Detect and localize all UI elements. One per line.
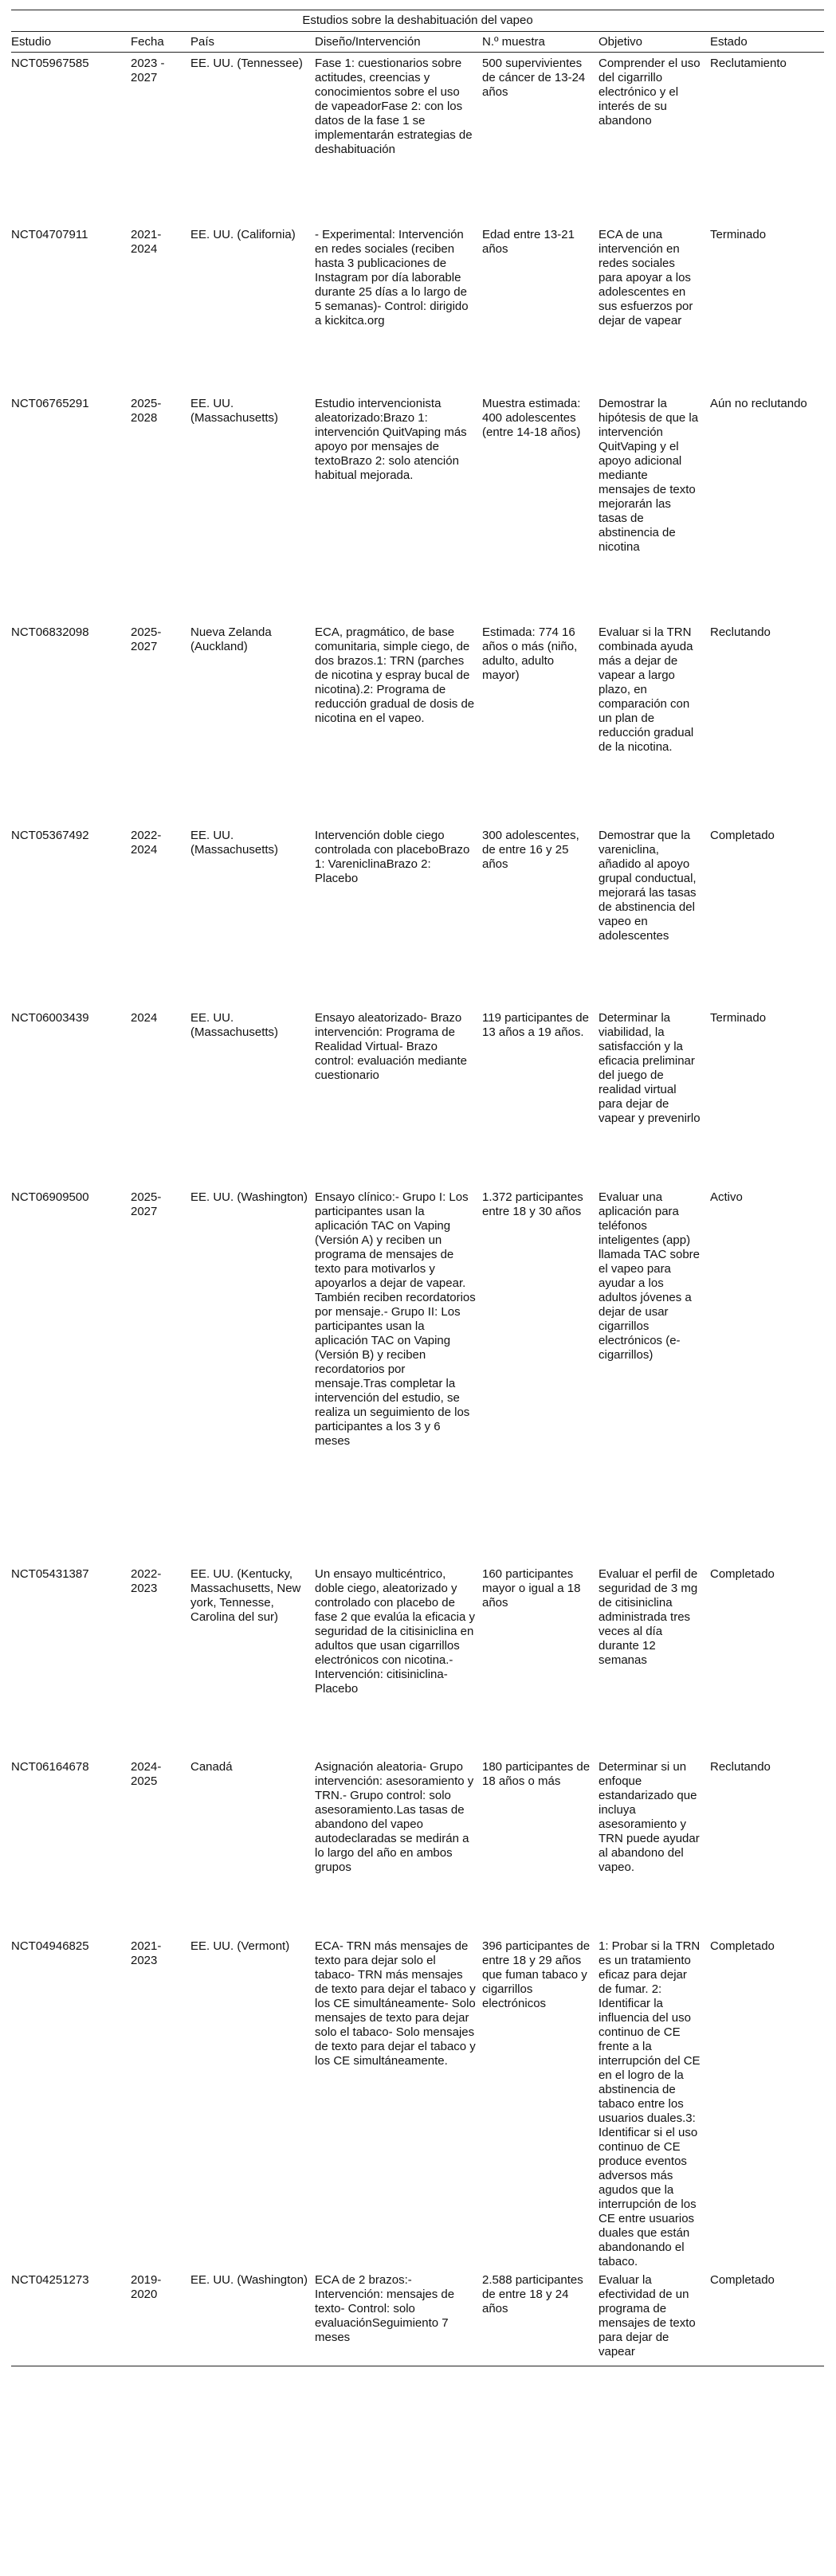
cell-muestra: 160 participantes mayor o igual a 18 años — [482, 1566, 581, 1610]
table-container — [11, 0, 824, 2366]
cell-muestra: Muestra estimada: 400 adolescentes (entre 14-18 años) — [482, 396, 581, 439]
cell-objetivo: Evaluar el perfil de seguridad de 3 mg de citisiniclina administrada tres veces al día durante 12 semanas — [599, 1566, 698, 1667]
cell-fecha: 2025-2028 — [131, 396, 162, 425]
cell-objetivo: Evaluar una aplicación para teléfonos inteligentes (app) llamada TAC sobre el vapeo para ayudar a los adultos jóvenes a dejar de usar cigarrillos electrónicos (e-cigarrillos) — [599, 1190, 701, 1362]
cell-muestra: 500 supervivientes de cáncer de 13-24 años — [482, 57, 586, 99]
header-estado: Estado — [710, 32, 824, 53]
cell-objetivo: Demostrar la hipótesis de que la intervención QuitVaping y el apoyo adicional mediante mensajes de texto mejorarán las tasas de abstinencia de nicotina — [599, 396, 699, 554]
cell-fecha: 2024 — [131, 1010, 158, 1025]
table-title: Estudios sobre la deshabituación del vapeo — [11, 10, 824, 32]
cell-muestra: 300 adolescentes, de entre 16 y 25 años — [482, 828, 579, 871]
header-objetivo: Objetivo — [599, 32, 710, 53]
cell-disenio: Ensayo aleatorizado- Brazo intervención: Programa de Realidad Virtual- Brazo control: evaluación mediante cuestionario — [315, 1010, 467, 1082]
cell-pais: EE. UU. (Washington) — [190, 2269, 315, 2366]
cell-estado: Completado — [710, 2269, 824, 2366]
cell-pais: EE. UU. (Massachusetts) — [190, 396, 279, 425]
header-row — [11, 32, 824, 53]
table-row — [11, 1007, 824, 1186]
cell-muestra: Estimada: 774 16 años o más (niño, adulto, adulto mayor) — [482, 625, 578, 682]
header-estudio: Estudio — [11, 32, 131, 53]
studies-table — [11, 32, 824, 2366]
header-disenio: Diseño/Intervención — [315, 32, 482, 53]
cell-fecha: 2019-2020 — [131, 2269, 190, 2366]
cell-disenio: Asignación aleatoria- Grupo intervención: asesoramiento y TRN.- Grupo control: solo asesoramiento.Las tasas de abandono del vapeo autodeclaradas se medirán a lo largo del año en ambos grupos — [315, 1759, 474, 1874]
table-row — [11, 1563, 824, 1756]
cell-disenio: - Experimental: Intervención en redes sociales (reciben hasta 3 publicaciones de Instagram por día laborable durante 25 días a lo largo de 5 semanas)- Control: dirigido a kickitca.org — [315, 227, 469, 327]
cell-objetivo: Determinar si un enfoque estandarizado que incluya asesoramiento y TRN puede ayudar al abandono del vapeo. — [599, 1759, 700, 1874]
cell-pais: EE. UU. (Kentucky, Massachusetts, New york, Tennesse, Carolina del sur) — [190, 1566, 301, 1624]
cell-disenio: ECA- TRN más mensajes de texto para dejar solo el tabaco- TRN más mensajes de texto para dejar el tabaco y los CE simultáneamente- Solo mensajes de texto para dejar solo el tabaco- Solo mensajes de texto para dejar el tabaco y los CE simultáneamente. — [315, 1939, 476, 2068]
cell-estudio: NCT06164678 — [11, 1759, 89, 1774]
table-row — [11, 2269, 824, 2366]
cell-estudio: NCT06003439 — [11, 1010, 89, 1025]
cell-estudio: NCT05967585 — [11, 57, 89, 70]
cell-muestra: 396 participantes de entre 18 y 29 años que fuman tabaco y cigarrillos electrónicos — [482, 1939, 591, 2010]
cell-fecha: 2025-2027 — [131, 625, 162, 653]
table-row — [11, 1756, 824, 1935]
cell-objetivo: Demostrar que la vareniclina, añadido al apoyo grupal conductual, mejorará las tasas de abstinencia del vapeo en adolescentes — [599, 828, 697, 943]
cell-objetivo: 1: Probar si la TRN es un tratamiento eficaz para dejar de fumar. 2: Identificar la influencia del uso continuo de CE frente a la interrupción del CE en el logro de la abstinencia de tabaco entre los usuarios duales.3: Identificar si el uso continuo de CE produce eventos adversos más agudos que la interrupción de los CE entre usuarios duales que están abandonando el tabaco. — [599, 1939, 701, 2268]
cell-estado: Completado — [710, 1939, 775, 1953]
cell-objetivo: Evaluar si la TRN combinada ayuda más a dejar de vapear a largo plazo, en comparación con un plan de reducción gradual de la nicotina. — [599, 625, 694, 754]
cell-disenio: Ensayo clínico:- Grupo I: Los participantes usan la aplicación TAC on Vaping (Versión A) y reciben un programa de mensajes de texto para motivarlos y apoyarlos a dejar de vapear. También reciben recordatorios por mensaje.- Grupo II: Los participantes usan la aplicación TAC on Vaping (Versión B) y reciben recordatorios por mensaje.Tras completar la intervención del estudio, se realiza un seguimiento de los participantes a los 3 y 6 meses — [315, 1190, 476, 1448]
table-body — [11, 53, 824, 2366]
cell-estado: Reclutando — [710, 625, 771, 639]
cell-disenio: Estudio intervencionista aleatorizado:Brazo 1: intervención QuitVaping más apoyo por mensajes de textoBrazo 2: solo atención habitual mejorada. — [315, 396, 467, 482]
cell-pais: EE. UU. (Tennessee) — [190, 57, 303, 70]
cell-estudio: NCT05367492 — [11, 828, 89, 842]
cell-pais: EE. UU. (Massachusetts) — [190, 1010, 279, 1039]
cell-fecha: 2025-2027 — [131, 1190, 162, 1218]
cell-estudio: NCT06832098 — [11, 625, 89, 639]
header-muestra: N.º muestra — [482, 32, 599, 53]
cell-pais: EE. UU. (Vermont) — [190, 1939, 290, 1953]
cell-estudio: NCT04251273 — [11, 2269, 131, 2366]
cell-muestra: 2.588 participantes de entre 18 y 24 años — [482, 2269, 599, 2366]
cell-fecha: 2022-2024 — [131, 828, 162, 857]
cell-pais: EE. UU. (Washington) — [190, 1190, 308, 1204]
cell-estado: Reclutando — [710, 1759, 771, 1774]
header-fecha: Fecha — [131, 32, 190, 53]
table-row — [11, 621, 824, 825]
cell-disenio: Fase 1: cuestionarios sobre actitudes, creencias y conocimientos sobre el uso de vapeadorFase 2: con los datos de la fase 1 se implementarán estrategias de deshabituación — [315, 57, 473, 156]
table-row — [11, 825, 824, 1007]
cell-fecha: 2024-2025 — [131, 1759, 162, 1788]
cell-objetivo: Evaluar la efectividad de un programa de mensajes de texto para dejar de vapear — [599, 2269, 710, 2366]
cell-muestra: 180 participantes de 18 años o más — [482, 1759, 591, 1788]
cell-muestra: Edad entre 13-21 años — [482, 227, 575, 256]
cell-estado: Completado — [710, 828, 775, 842]
table-header — [11, 32, 824, 53]
cell-estado: Terminado — [710, 227, 767, 241]
cell-disenio: ECA de 2 brazos:- Intervención: mensajes de texto- Control: solo evaluaciónSeguimiento 7 meses — [315, 2269, 482, 2366]
cell-disenio: Un ensayo multicéntrico, doble ciego, aleatorizado y controlado con placebo de fase 2 que evalúa la eficacia y seguridad de la citisiniclina en adultos que usan cigarrillos electrónicos con nicotina.- Intervención: citisiniclina- Placebo — [315, 1566, 475, 1696]
cell-fecha: 2023 - 2027 — [131, 57, 165, 84]
cell-objetivo: ECA de una intervención en redes sociales para apoyar a los adolescentes en sus esfuerzos por dejar de vapear — [599, 227, 693, 327]
table-row — [11, 393, 824, 621]
cell-estado: Terminado — [710, 1010, 767, 1025]
cell-muestra: 119 participantes de 13 años a 19 años. — [482, 1010, 589, 1039]
table-row — [11, 1935, 824, 2269]
cell-disenio: Intervención doble ciego controlada con placeboBrazo 1: VareniclinaBrazo 2: Placebo — [315, 828, 470, 885]
cell-pais: EE. UU. (Massachusetts) — [190, 828, 279, 857]
header-pais: País — [190, 32, 315, 53]
cell-estudio: NCT06765291 — [11, 396, 89, 410]
cell-estado: Aún no reclutando — [710, 396, 807, 410]
table-row — [11, 224, 824, 393]
cell-fecha: 2021-2024 — [131, 227, 162, 256]
cell-estado: Reclutamiento — [710, 57, 787, 70]
cell-fecha: 2021-2023 — [131, 1939, 162, 1967]
cell-objetivo: Determinar la viabilidad, la satisfacción y la eficacia preliminar del juego de realidad virtual para dejar de vapear y prevenirlo — [599, 1010, 701, 1125]
cell-estudio: NCT04707911 — [11, 227, 88, 241]
cell-pais: Nueva Zelanda (Auckland) — [190, 625, 272, 653]
table-row — [11, 1186, 824, 1563]
cell-estudio: NCT05431387 — [11, 1566, 89, 1581]
cell-pais: Canadá — [190, 1759, 233, 1774]
cell-estado: Activo — [710, 1190, 743, 1204]
cell-objetivo: Comprender el uso del cigarrillo electrónico y el interés de su abandono — [599, 57, 701, 127]
cell-pais: EE. UU. (California) — [190, 227, 296, 241]
cell-muestra: 1.372 participantes entre 18 y 30 años — [482, 1190, 583, 1218]
table-row — [11, 53, 824, 224]
cell-estado: Completado — [710, 1566, 775, 1581]
cell-fecha: 2022-2023 — [131, 1566, 162, 1595]
cell-estudio: NCT06909500 — [11, 1190, 89, 1204]
cell-disenio: ECA, pragmático, de base comunitaria, simple ciego, de dos brazos.1: TRN (parches de nicotina y espray bucal de nicotina).2: Programa de reducción gradual de dosis de nicotina en el vapeo. — [315, 625, 475, 725]
cell-estudio: NCT04946825 — [11, 1939, 89, 1953]
